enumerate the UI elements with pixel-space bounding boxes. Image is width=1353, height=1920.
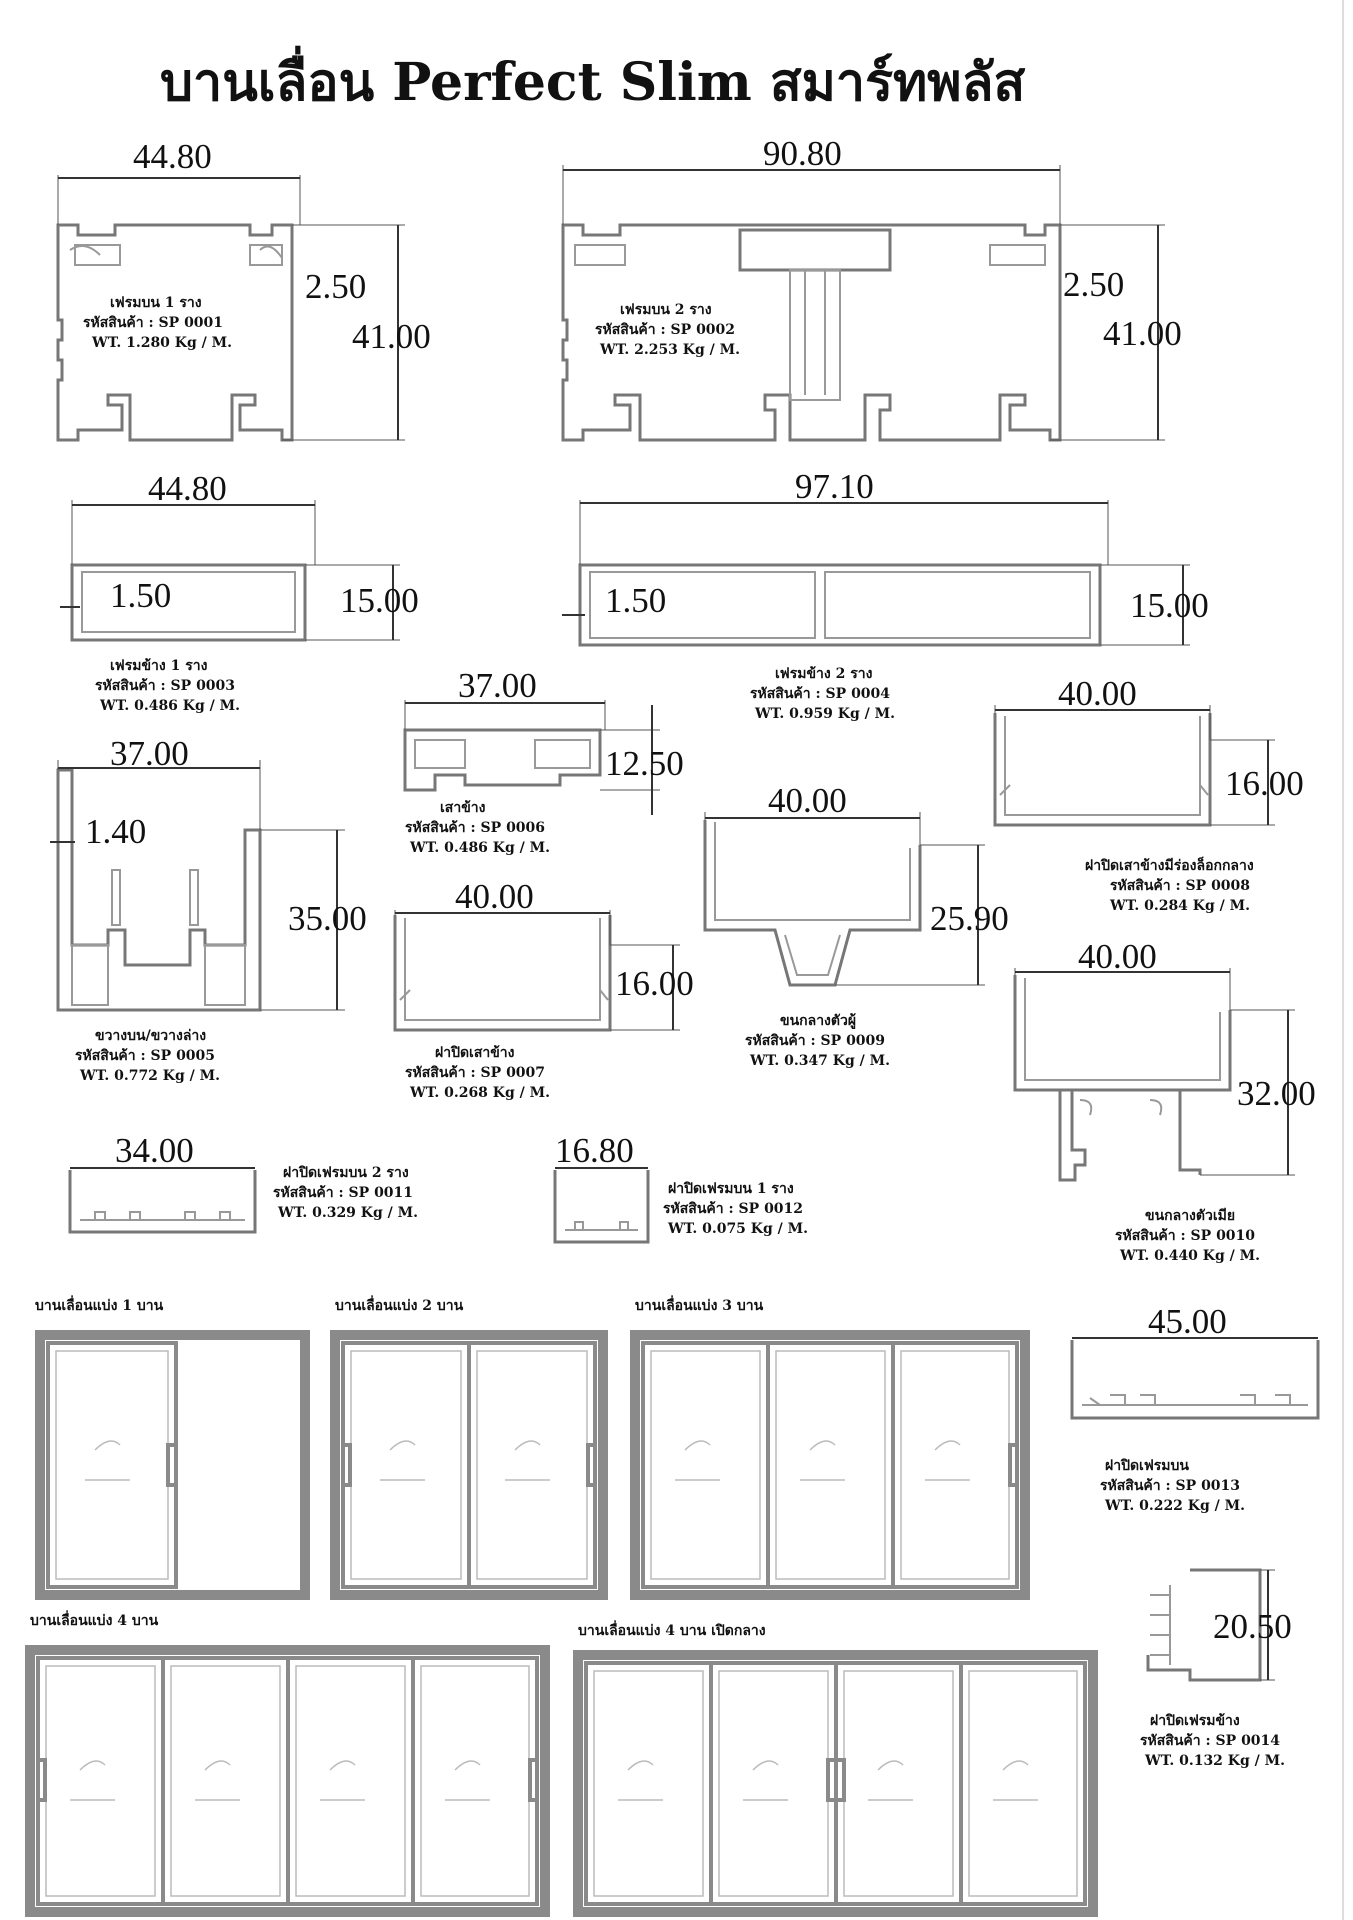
door-3-panel: [635, 1295, 1025, 1595]
sp0002-code: รหัสสินค้า : SP 0002: [595, 322, 736, 338]
sp0014-weight: WT. 0.132 Kg / M.: [1145, 1753, 1285, 1769]
profile-sp0008: [995, 674, 1304, 914]
door-4-panel: [30, 1610, 545, 1912]
profile-sp0011: [70, 1131, 418, 1232]
sp0011-weight: WT. 0.329 Kg / M.: [278, 1205, 418, 1221]
sp0005-width-dim: 37.00: [110, 734, 189, 773]
sp0011-code: รหัสสินค้า : SP 0011: [273, 1185, 414, 1201]
sp0010-name: ขนกลางตัวเมีย: [1145, 1208, 1236, 1224]
sp0001-width-dim: 44.80: [133, 137, 212, 176]
sp0007-name: ฝาปิดเสาข้าง: [435, 1045, 515, 1061]
door-1-panel: [35, 1295, 305, 1595]
profile-sp0003: [60, 469, 419, 714]
sp0002-weight: WT. 2.253 Kg / M.: [600, 342, 740, 358]
sp0008-name: ฝาปิดเสาข้างมีร่องล็อกกลาง: [1085, 858, 1254, 874]
door-2-label: บานเลื่อนแบ่ง 2 บาน: [335, 1298, 464, 1314]
sp0002-thickness-dim: 2.50: [1063, 265, 1125, 304]
sp0003-width-dim: 44.80: [148, 469, 227, 508]
sp0008-width-dim: 40.00: [1058, 674, 1137, 713]
sp0004-width-dim: 97.10: [795, 467, 874, 506]
sp0001-name: เฟรมบน 1 ราง: [110, 295, 202, 311]
profile-sp0010: [1015, 937, 1316, 1264]
profile-sp0006: [405, 666, 684, 856]
sp0009-weight: WT. 0.347 Kg / M.: [750, 1053, 890, 1069]
sp0001-height-dim: 41.00: [352, 317, 431, 356]
sp0013-name: ฝาปิดเฟรมบน: [1105, 1458, 1189, 1474]
page-title: บานเลื่อน Perfect Slim สมาร์ทพลัส: [160, 52, 1026, 113]
sp0005-thickness-dim: 1.40: [85, 812, 147, 851]
sp0009-height-dim: 25.90: [930, 899, 1009, 938]
profile-sp0001: [58, 137, 431, 440]
sp0006-height-dim: 12.50: [605, 744, 684, 783]
sp0002-height-dim: 41.00: [1103, 314, 1182, 353]
sp0013-code: รหัสสินค้า : SP 0013: [1100, 1478, 1241, 1494]
sp0007-height-dim: 16.00: [615, 964, 694, 1003]
sp0003-height-dim: 15.00: [340, 581, 419, 620]
profile-sp0007: [395, 877, 694, 1101]
sp0003-thickness-dim: 1.50: [110, 576, 172, 615]
sp0012-code: รหัสสินค้า : SP 0012: [663, 1201, 804, 1217]
sp0010-code: รหัสสินค้า : SP 0010: [1115, 1228, 1256, 1244]
sp0004-name: เฟรมข้าง 2 ราง: [775, 666, 873, 682]
profile-sp0014: [1140, 1570, 1292, 1769]
sp0008-height-dim: 16.00: [1225, 764, 1304, 803]
door-4-label: บานเลื่อนแบ่ง 4 บาน: [30, 1613, 159, 1629]
sp0005-weight: WT. 0.772 Kg / M.: [80, 1068, 220, 1084]
profile-sp0002: [563, 134, 1182, 440]
sp0007-code: รหัสสินค้า : SP 0007: [405, 1065, 546, 1081]
sp0010-weight: WT. 0.440 Kg / M.: [1120, 1248, 1260, 1264]
sp0001-thickness-dim: 2.50: [305, 267, 367, 306]
profile-sp0013: [1072, 1302, 1318, 1514]
sp0012-weight: WT. 0.075 Kg / M.: [668, 1221, 808, 1237]
sp0014-code: รหัสสินค้า : SP 0014: [1140, 1733, 1281, 1749]
sp0002-width-dim: 90.80: [763, 134, 842, 173]
sp0014-name: ฝาปิดเฟรมข้าง: [1150, 1713, 1240, 1729]
sp0011-width-dim: 34.00: [115, 1131, 194, 1170]
sp0012-width-dim: 16.80: [555, 1131, 634, 1170]
door-4-center-label: บานเลื่อนแบ่ง 4 บาน เปิดกลาง: [578, 1623, 766, 1639]
sp0010-width-dim: 40.00: [1078, 937, 1157, 976]
sp0006-width-dim: 37.00: [458, 666, 537, 705]
sp0004-height-dim: 15.00: [1130, 586, 1209, 625]
sp0012-name: ฝาปิดเฟรมบน 1 ราง: [668, 1181, 794, 1197]
sp0005-code: รหัสสินค้า : SP 0005: [75, 1048, 216, 1064]
sp0006-name: เสาข้าง: [440, 800, 486, 816]
sp0004-weight: WT. 0.959 Kg / M.: [755, 706, 895, 722]
sp0003-code: รหัสสินค้า : SP 0003: [95, 678, 236, 694]
sp0008-weight: WT. 0.284 Kg / M.: [1110, 898, 1250, 914]
profile-sp0005: [50, 734, 367, 1084]
profile-sp0012: [555, 1131, 808, 1242]
sp0004-thickness-dim: 1.50: [605, 581, 667, 620]
sp0002-name: เฟรมบน 2 ราง: [620, 302, 712, 318]
sp0011-name: ฝาปิดเฟรมบน 2 ราง: [283, 1165, 409, 1181]
sp0005-name: ขวางบน/ขวางล่าง: [95, 1028, 207, 1044]
door-4-center-panel: [578, 1620, 1093, 1912]
sp0006-weight: WT. 0.486 Kg / M.: [410, 840, 550, 856]
sp0009-name: ขนกลางตัวผู้: [780, 1013, 857, 1029]
door-1-label: บานเลื่อนแบ่ง 1 บาน: [35, 1298, 164, 1314]
sp0007-weight: WT. 0.268 Kg / M.: [410, 1085, 550, 1101]
sp0013-weight: WT. 0.222 Kg / M.: [1105, 1498, 1245, 1514]
sp0009-code: รหัสสินค้า : SP 0009: [745, 1033, 886, 1049]
sp0008-code: รหัสสินค้า : SP 0008: [1110, 878, 1251, 894]
sp0004-code: รหัสสินค้า : SP 0004: [750, 686, 891, 702]
sp0006-code: รหัสสินค้า : SP 0006: [405, 820, 546, 836]
sp0005-height-dim: 35.00: [288, 899, 367, 938]
sp0007-width-dim: 40.00: [455, 877, 534, 916]
profile-sp0009: [705, 781, 1009, 1069]
sp0003-name: เฟรมข้าง 1 ราง: [110, 658, 208, 674]
sp0001-weight: WT. 1.280 Kg / M.: [92, 335, 232, 351]
sp0014-height-dim: 20.50: [1213, 1607, 1292, 1646]
door-2-panel: [335, 1295, 603, 1595]
door-3-label: บานเลื่อนแบ่ง 3 บาน: [635, 1298, 764, 1314]
sp0009-width-dim: 40.00: [768, 781, 847, 820]
sp0013-width-dim: 45.00: [1148, 1302, 1227, 1341]
sp0001-code: รหัสสินค้า : SP 0001: [83, 315, 224, 331]
sp0003-weight: WT. 0.486 Kg / M.: [100, 698, 240, 714]
sp0010-height-dim: 32.00: [1237, 1074, 1316, 1113]
